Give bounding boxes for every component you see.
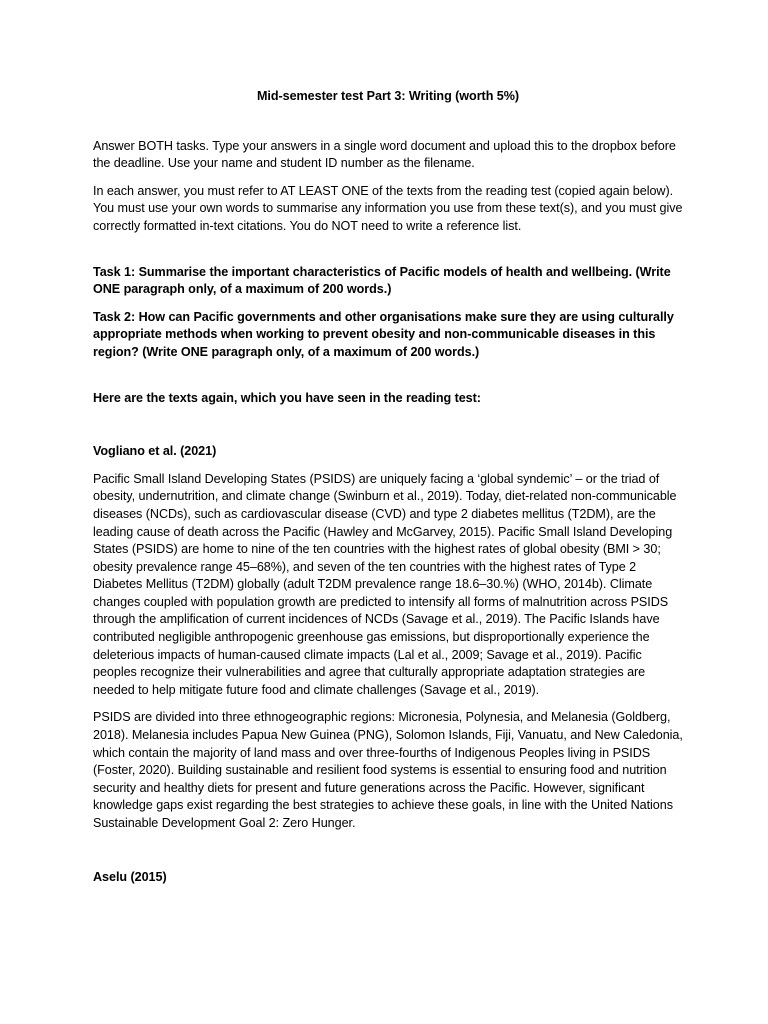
text-heading-aselu: Aselu (2015) <box>93 869 167 884</box>
document-title: Mid-semester test Part 3: Writing (worth 5%) <box>256 89 520 103</box>
text-heading-vogliano: Vogliano et al. (2021) <box>93 444 217 459</box>
document-body <box>93 88 683 896</box>
instructions-paragraph: Answer BOTH tasks. Type your answers in a single word document and upload this to the dropbox before the deadline. Use your name and student ID number as the filename. <box>93 138 676 171</box>
task-2: Task 2: How can Pacific governments and other organisations make sure they are using culturally appropriate methods when working to prevent obesity and non-communicable diseases in this region? (Write ONE paragraph only, of a maximum of 200 words.) <box>93 309 674 359</box>
task-1: Task 1: Summarise the important characteristics of Pacific models of health and wellbeing. (Write ONE paragraph only, of a maximum of 200 words.) <box>93 264 671 297</box>
text-paragraph: Pacific Small Island Developing States (PSIDS) are uniquely facing a ‘global syndemic’ – or the triad of obesity, undernutrition, and climate change (Swinburn et al., 2019). Today, diet-related non-communicable diseases (NCDs), such as cardiovascular disease (CVD) and type 2 diabetes mellitus (T2DM), are the leading cause of death across the Pacific (Hawley and McGarvey, 2015). Pacific Small Island Developing States (PSIDS) are home to nine of the ten countries with the highest rates of global obesity (BMI > 30; obesity prevalence range 45–68%), and seven of the ten countries with the highest rates of Type 2 Diabetes Mellitus (T2DM) globally (adult T2DM prevalence range 18.6–30.%) (WHO, 2014b). Climate changes coupled with population growth are predicted to intensify all forms of malnutrition across PSIDS through the amplification of current incidences of NCDs (Savage et al., 2019). The Pacific Islands have contributed negligible anthropogenic greenhouse gas emissions, but disproportionally experience the deleterious impacts of human-caused climate impacts (Lal et al., 2009; Savage et al., 2019). Pacific peoples recognize their vulnerabilities and agree that culturally appropriate adaptation strategies are needed to help mitigate future food and climate challenges (Savage et al., 2019). <box>93 471 677 697</box>
instructions-paragraph: In each answer, you must refer to AT LEAST ONE of the texts from the reading test (copied again below). You must use your own words to summarise any information you use from these text(s), and you must give correctly formatted in-text citations. You do NOT need to write a reference list. <box>93 183 683 233</box>
text-paragraph: PSIDS are divided into three ethnogeographic regions: Micronesia, Polynesia, and Melanesia (Goldberg, 2018). Melanesia includes Papua New Guinea (PNG), Solomon Islands, Fiji, Vanuatu, and New Caledonia, which contain the majority of land mass and over three-fourths of Indigenous Peoples living in PSIDS (Foster, 2020). Building sustainable and resilient food systems is essential to ensuring food and nutrition security and healthy diets for present and future generations across the Pacific. However, significant knowledge gaps exist regarding the best strategies to achieve these goals, in line with the United Nations Sustainable Development Goal 2: Zero Hunger. <box>93 710 683 830</box>
texts-intro: Here are the texts again, which you have seen in the reading test: <box>93 390 481 405</box>
